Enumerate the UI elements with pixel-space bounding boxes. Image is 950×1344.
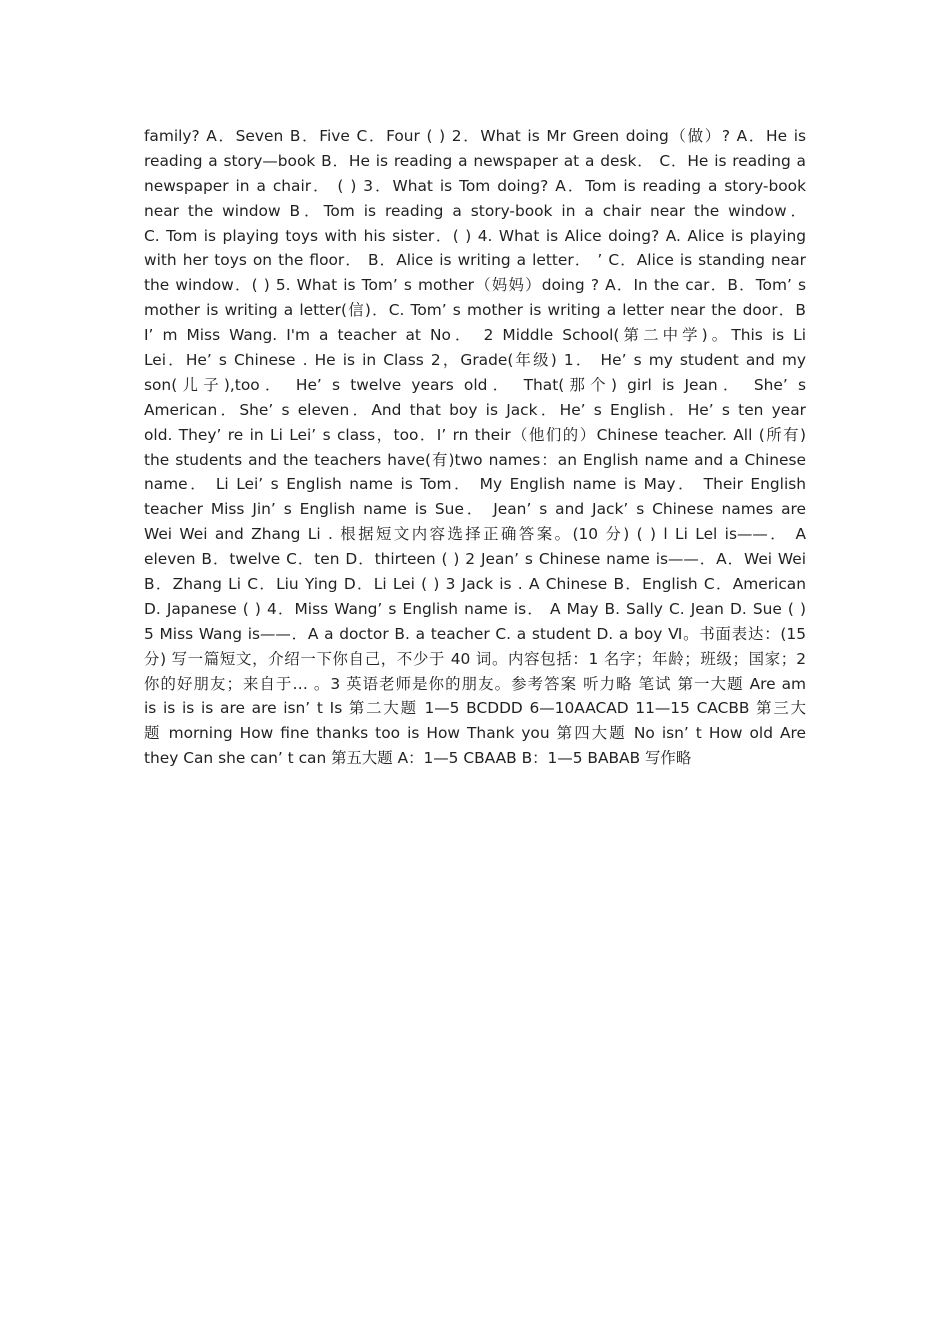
text-line-1: family? A．Seven B．Five C．Four ( ) 2．What is Mr Green doing（做）? A．He is <box>144 127 806 145</box>
text-line-5: C. Tom is playing toys with his sister．( ) 4. What is Alice doing? A. Alice is playing <box>144 226 806 245</box>
text-line-16: teacher Miss Jin’ s English name is Sue． Jean’ s and Jack’ s Chinese names are <box>144 500 806 519</box>
text-line-10: Lei．He’ s Chinese . He is in Class 2，Grade(年级) 1． He’ s my student and my <box>144 351 806 370</box>
text-line-17: Wei Wei and Zhang Li . 根据短文内容选择正确答案。(10 分) ( ) l Li Lel is——． A <box>144 525 806 544</box>
text-line-4: near the window B．Tom is reading a story-book in a chair near the window． <box>144 201 806 220</box>
text-line-21: 5 Miss Wang is——．A a doctor B. a teacher C. a student D. a boy Ⅵ。书面表达：(15 <box>144 624 806 643</box>
text-line-6: with her toys on the floor． B．Alice is writing a letter． ’ C．Alice is standing near <box>144 251 806 270</box>
text-line-14: the students and the teachers have(有)two names：an English name and a Chinese <box>144 450 806 469</box>
text-line-25: 题 morning How fine thanks too is How Thank you 第四大题 No isn’ t How old Are <box>144 724 806 743</box>
text-line-26: they Can she can’ t can 第五大题 A：1—5 CBAAB B：1—5 BABAB 写作略 <box>144 749 692 768</box>
text-line-24: is is is is are are isn’ t Is 第二大题 1—5 BCDDD 6—10AACAD 11—15 CACBB 第三大 <box>144 699 806 718</box>
text-line-8: mother is writing a letter(信)．C. Tom’ s mother is writing a letter near the door．B <box>144 301 806 320</box>
text-line-20: D. Japanese ( ) 4．Miss Wang’ s English name is． A May B. Sally C. Jean D. Sue ( ) <box>144 599 806 618</box>
text-line-18: eleven B．twelve C．ten D．thirteen ( ) 2 Jean’ s Chinese name is——．A．Wei Wei <box>144 550 806 569</box>
text-line-19: B．Zhang Li C．Liu Ying D．Li Lei ( ) 3 Jack is . A Chinese B．English C．American <box>144 575 806 594</box>
text-line-22: 分) 写一篇短文，介绍一下你自己，不少于 40 词。内容包括：1 名字；年龄；班级；国家；2 <box>144 649 806 668</box>
text-line-7: the window．( ) 5. What is Tom’ s mother（妈妈）doing ? A．In the car．B．Tom’ s <box>144 276 806 295</box>
text-line-13: old. They’ re in Li Lei’ s class，too．I’ rn their（他们的）Chinese teacher. All (所有) <box>144 425 806 444</box>
text-line-11: son(儿子),too． He’ s twelve years old． That(那个) girl is Jean． She’ s <box>144 375 806 394</box>
document-text <box>144 124 806 771</box>
text-line-23: 你的好朋友；来自于… 。3 英语老师是你的朋友。参考答案 听力略 笔试 第一大题 Are am <box>144 674 806 693</box>
text-line-15: name． Li Lei’ s English name is Tom． My English name is May． Their English <box>144 475 806 494</box>
text-line-3: newspaper in a chair． ( ) 3．What is Tom doing? A．Tom is reading a story-book <box>144 176 806 195</box>
text-line-2: reading a story—book B．He is reading a newspaper at a desk． C．He is reading a <box>144 151 806 170</box>
text-line-12: American．She’ s eleven．And that boy is Jack．He’ s English．He’ s ten year <box>144 400 806 419</box>
text-line-9: I’ m Miss Wang. I'm a teacher at No． 2 Middle School(第二中学)。This is Li <box>144 326 806 345</box>
